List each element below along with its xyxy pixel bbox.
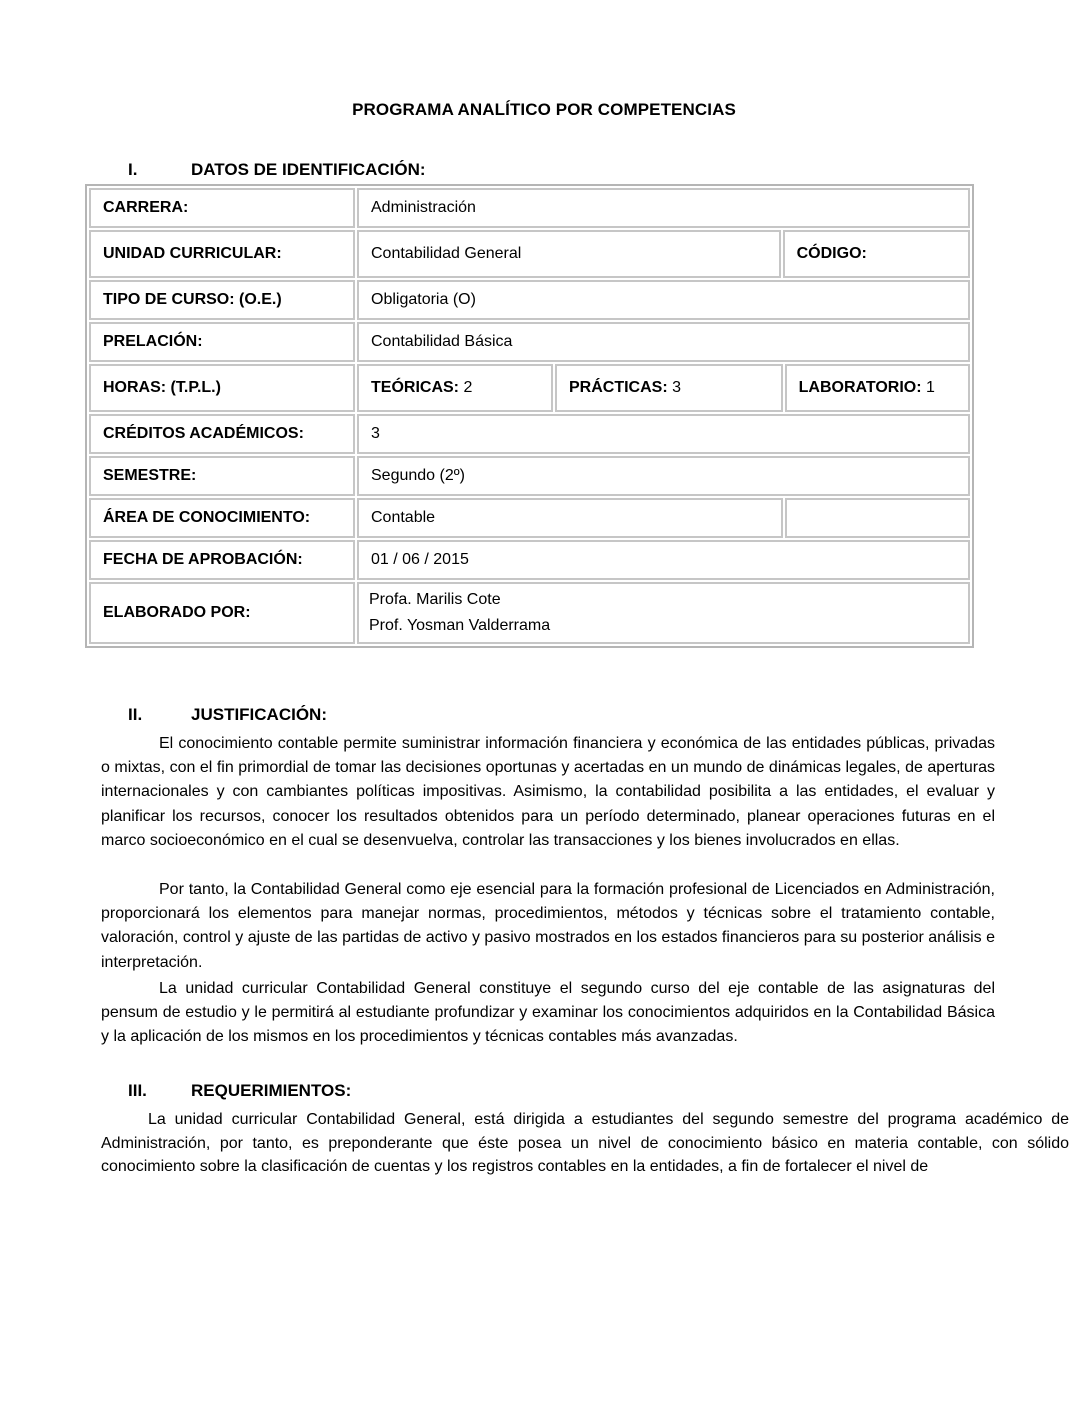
practicas-value: 3 <box>667 379 682 396</box>
laboratorio-cell <box>785 364 970 412</box>
unidad-value: Contabilidad General <box>357 230 781 278</box>
laboratorio-label: LABORATORIO: <box>798 379 922 396</box>
area-value: Contable <box>357 498 783 538</box>
table-row-fecha <box>89 540 970 580</box>
table-row-creditos <box>89 414 970 454</box>
tipo-value: Obligatoria (O) <box>357 280 970 320</box>
table-row-tipo <box>89 280 970 320</box>
fecha-value: 01 / 06 / 2015 <box>357 540 970 580</box>
section-number: II. <box>128 705 143 724</box>
carrera-value: Administración <box>357 188 970 228</box>
codigo-label: CÓDIGO: <box>783 230 970 278</box>
tipo-label: TIPO DE CURSO: (O.E.) <box>89 280 355 320</box>
semestre-label: SEMESTRE: <box>89 456 355 496</box>
section-title: REQUERIMIENTOS: <box>191 1081 352 1100</box>
horas-label: HORAS: (T.P.L.) <box>89 364 355 412</box>
unidad-label: UNIDAD CURRICULAR: <box>89 230 355 278</box>
paragraph-text: Por tanto, la Contabilidad General como eje esencial para la formación profesional de Licenciados en Administración, proporcionará los elementos para manejar normas, procedimientos, métodos y técnicas sobre el tratamiento contable, valoración, control y ajuste de las partidas de activo y pasivo mostrados en los estados financieros para su posterior análisis e interpretación. <box>101 881 995 971</box>
document-title: PROGRAMA ANALÍTICO POR COMPETENCIAS <box>352 100 736 119</box>
table-row-unidad <box>89 230 970 278</box>
area-extra <box>785 498 970 538</box>
paragraph-text: La unidad curricular Contabilidad General constituye el segundo curso del eje contable de las asignaturas del pensum de estudio y le permitirá al estudiante profundizar y examinar los conocimientos adquiridos en la Contabilidad Básica y la aplicación de los mismos en los procedimientos y técnicas contables más avanzadas. <box>101 980 995 1046</box>
teoricas-cell <box>357 364 553 412</box>
elaborado-value <box>357 582 970 644</box>
identification-table <box>85 184 974 648</box>
creditos-value: 3 <box>357 414 970 454</box>
fecha-label: FECHA DE APROBACIÓN: <box>89 540 355 580</box>
teoricas-value: 2 <box>459 379 473 396</box>
table-row-prelacion <box>89 322 970 362</box>
practicas-label: PRÁCTICAS: <box>569 379 668 396</box>
section-heading-identificacion <box>128 160 528 182</box>
justificacion-paragraph-3 <box>101 977 995 1050</box>
section-title: JUSTIFICACIÓN: <box>191 705 327 724</box>
creditos-label: CRÉDITOS ACADÉMICOS: <box>89 414 355 454</box>
teoricas-label: TEÓRICAS: <box>371 379 459 396</box>
paragraph-text: La unidad curricular Contabilidad General, está dirigida a estudiantes del segundo semestre del programa académico de Administración, por tanto, es preponderante que éste posea un nivel de conocimiento básico en materia contable, con sólido conocimiento sobre la clasificación de cuentas y los registros contables en la entidades, a fin de fortalecer el nivel de <box>101 1111 1069 1175</box>
area-label: ÁREA DE CONOCIMIENTO: <box>89 498 355 538</box>
practicas-cell <box>555 364 783 412</box>
section-title: DATOS DE IDENTIFICACIÓN: <box>191 160 426 179</box>
justificacion-paragraph-2 <box>101 878 995 975</box>
section-heading-requerimientos <box>128 1081 528 1103</box>
elaborado-label: ELABORADO POR: <box>89 582 355 644</box>
table-row-elaborado <box>89 582 970 644</box>
table-row-horas <box>89 364 970 412</box>
author-1: Profa. Marilis Cote <box>369 591 501 608</box>
table-row-semestre <box>89 456 970 496</box>
justificacion-paragraph-1 <box>101 732 995 853</box>
requerimientos-paragraph-1 <box>101 1108 1069 1179</box>
laboratorio-value: 1 <box>921 379 935 396</box>
author-2: Prof. Yosman Valderrama <box>369 617 551 634</box>
section-heading-justificacion <box>128 705 528 727</box>
section-number: III. <box>128 1081 147 1100</box>
semestre-value: Segundo (2º) <box>357 456 970 496</box>
paragraph-text: El conocimiento contable permite suministrar información financiera y económica de las entidades públicas, privadas o mixtas, con el fin primordial de tomar las decisiones oportunas y acertadas en un mundo de dinámicas legales, de aperturas internacionales y con cambiantes políticas impositivas. Asimismo, la contabilidad posibilita a las entidades, el evaluar y planificar los recursos, conocer los resultados obtenidos para un período determinado, planear operaciones futuras en el marco socioeconómico en el cual se desenvuelva, controlar las transacciones y los bienes involucrados en ellas. <box>101 735 995 849</box>
prelacion-label: PRELACIÓN: <box>89 322 355 362</box>
table-row-area <box>89 498 970 538</box>
table-row-carrera <box>89 188 970 228</box>
carrera-label: CARRERA: <box>89 188 355 228</box>
section-number: I. <box>128 160 138 179</box>
prelacion-value: Contabilidad Básica <box>357 322 970 362</box>
